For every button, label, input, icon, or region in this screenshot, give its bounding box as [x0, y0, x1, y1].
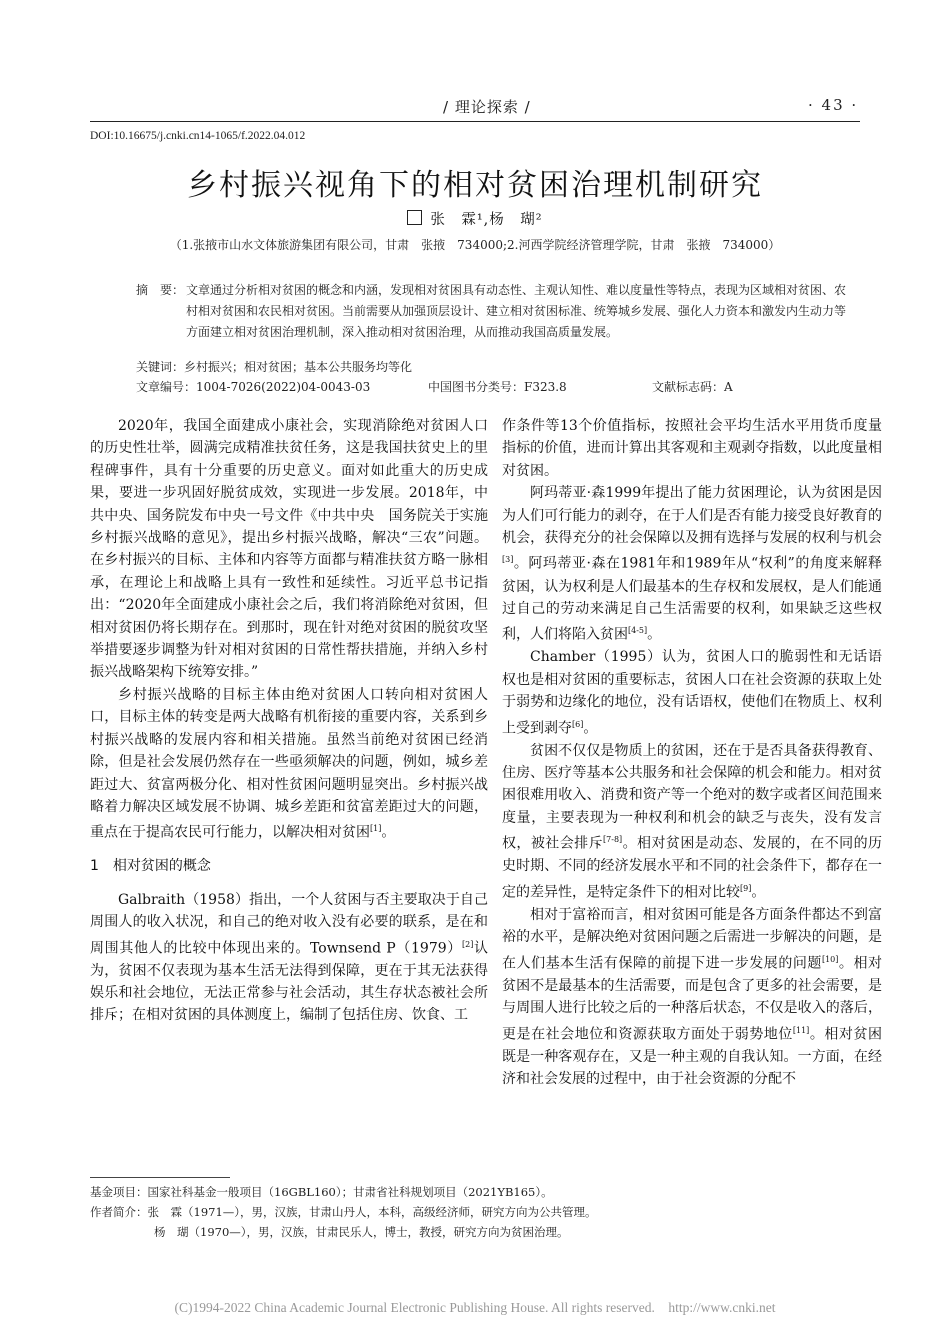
- citation[interactable]: [3]: [502, 555, 514, 565]
- paragraph: Galbraith（1958）指出，一个人贫困与否主要取决于自己周围人的收入状况，和自己的绝对收入没有必要的联系，是在和周围其他人的比较中体现出来的。Townsend P（1979）[2]认为，贫困不仅表现为基本生活无法得到保障，更在于其无法获得娱乐和社会地位，无法正常参与社会活动，其生存状态被社会所排斥；在相对贫困的具体测度上，编制了包括住房、饮食、工: [90, 891, 488, 1024]
- body-right-column: [502, 415, 882, 1090]
- citation[interactable]: [6]: [572, 719, 584, 729]
- checkbox-icon: [407, 210, 422, 225]
- footnote-rule: [90, 1177, 230, 1178]
- paragraph: 阿玛蒂亚·森1999年提出了能力贫困理论，认为贫困是因为人们可行能力的剥夺，在于人们是否有能力接受良好教育的机会，获得充分的社会保障以及拥有选择与发展的权利与机会[3]。阿玛蒂亚·森在1981年和1989年从“权利”的角度来解释贫困，认为权利是人们最基本的生存权和发展权，是人们能通过自己的劳动来满足自己生活需要的权利，如果缺乏这些权利，人们将陷入贫困[4-5]。: [502, 485, 882, 643]
- abstract-label: 摘 要：: [136, 283, 185, 297]
- author-bio-1: 作者简介：张 霖（1971—），男，汉族，甘肃山丹人，本科，高级经济师，研究方向为公共管理。: [90, 1205, 597, 1219]
- citation[interactable]: [10]: [821, 954, 839, 964]
- doi[interactable]: DOI:10.16675/j.cnki.cn14-1065/f.2022.04.012: [90, 130, 306, 142]
- body-left-column: [90, 415, 488, 1027]
- affiliations: （1.张掖市山水文体旅游集团有限公司，甘肃 张掖 734000;2.河西学院经济管理学院，甘肃 张掖 734000）: [169, 238, 781, 252]
- header-rule: [90, 121, 860, 122]
- authors: 张 霖¹,杨 瑚²: [430, 212, 543, 228]
- page-number: · 43 ·: [808, 96, 859, 114]
- abstract-text: 文章通过分析相对贫困的概念和内涵，发现相对贫困具有动态性、主观认知性、难以度量性等特点，表现为区域相对贫困、农村相对贫困和农民相对贫困。当前需要从加强顶层设计、建立相对贫困标准、统筹城乡发展、强化人力资本和激发内生动力等方面建立相对贫困治理机制，深入推动相对贫困治理，从而推动我国高质量发展。: [186, 283, 847, 339]
- section-label: / 理论探索 /: [443, 98, 531, 116]
- author-bio-2: 杨 瑚（1970—），男，汉族，甘肃民乐人，博士，教授，研究方向为贫困治理。: [154, 1225, 569, 1239]
- copyright-notice: (C)1994-2022 China Academic Journal Electronic Publishing House. All rights reserved. http://www.cnki.net: [174, 1300, 776, 1315]
- author-line: [0, 208, 950, 229]
- paragraph: 乡村振兴战略的目标主体由绝对贫困人口转向相对贫困人口，目标主体的转变是两大战略有机衔接的重要内容，关系到乡村振兴战略的发展内容和相关措施。虽然当前绝对贫困已经消除，但是社会发展仍然存在一些亟须解决的问题，例如，城乡差距过大、贫富两极分化、相对性贫困问题明显突出。乡村振兴战略着力解决区域发展不协调、城乡差距和贫富差距过大的问题，重点在于提高农民可行能力，以解决相对贫困[1]。: [90, 686, 488, 841]
- paragraph: 2020年，我国全面建成小康社会，实现消除绝对贫困人口的历史性壮举，圆满完成精准扶贫任务，这是我国扶贫史上的里程碑事件，具有十分重要的历史意义。面对如此重大的历史成果，要进一步巩固好脱贫成效，实现进一步发展。2018年，中共中央、国务院发布中央一号文件《中共中央 国务院关于实施乡村振兴战略的意见》，提出乡村振兴战略，解决“三农”问题。在乡村振兴的目标、主体和内容等方面都与精准扶贫方略一脉相承，在理论上和战略上具有一致性和延续性。习近平总书记指出：“2020年全面建成小康社会之后，我们将消除绝对贫困，但相对贫困仍将长期存在。到那时，现在针对绝对贫困的脱贫攻坚举措要逐步调整为针对相对贫困的日常性帮扶措施，并纳入乡村振兴战略架构下统筹安排。”: [90, 418, 488, 681]
- article-title: 乡村振兴视角下的相对贫困治理机制研究: [187, 168, 763, 203]
- article-number: 文章编号：1004-7026(2022)04-0043-03: [136, 380, 371, 394]
- funding-note: 基金项目：国家社科基金一般项目（16GBL160）；甘肃省社科规划项目（2021YB165）。: [90, 1185, 553, 1199]
- section-heading: 1 相对贫困的概念: [90, 858, 211, 875]
- document-code: 文献标志码：A: [652, 380, 733, 394]
- paragraph: 相对于富裕而言，相对贫困可能是各方面条件都达不到富裕的水平，是解决绝对贫困问题之后需进一步解决的问题，是在人们基本生活有保障的前提下进一步发展的问题[10]。相对贫困不是最基本的生活需要，而是包含了更多的社会需要，是与周围人进行比较之后的一种落后状态，不仅是收入的落后，更是在社会地位和资源获取方面处于弱势地位[11]。相对贫困既是一种客观存在，又是一种主观的自我认知。一方面，在经济和社会发展的过程中，由于社会资源的分配不: [502, 906, 883, 1087]
- paragraph: Chamber（1995）认为，贫困人口的脆弱性和无话语权也是相对贫困的重要标志，贫困人口在社会资源的获取上处于弱势和边缘化的地位，没有话语权，使他们在物质上、权利上受到剥夺[6]。: [502, 649, 882, 737]
- citation[interactable]: [11]: [792, 1025, 810, 1035]
- paragraph: 作条件等13个价值指标，按照社会平均生活水平用货币度量指标的价值，进而计算出其客观和主观剥夺指数，以此度量相对贫困。: [502, 418, 882, 479]
- citation[interactable]: [1]: [370, 824, 382, 834]
- paragraph: 贫困不仅仅是物质上的贫困，还在于是否具备获得教育、住房、医疗等基本公共服务和社会保障的机会和能力。相对贫困很难用收入、消费和资产等一个绝对的数字或者区间范围来度量，主要表现为一种权利和机会的缺乏与丧失，没有发言权，被社会排斥[7-8]。相对贫困是动态、发展的，在不同的历史时期、不同的经济发展水平和不同的社会条件下，都存在一定的差异性，是特定条件下的相对比较[9]。: [502, 742, 883, 901]
- citation[interactable]: [9]: [740, 883, 752, 893]
- clc-number: 中国图书分类号：F323.8: [428, 380, 567, 394]
- citation[interactable]: [4-5]: [628, 626, 648, 636]
- keywords: 关键词：乡村振兴；相对贫困；基本公共服务均等化: [136, 360, 413, 374]
- citation[interactable]: [7-8]: [603, 835, 623, 845]
- citation[interactable]: [2]: [461, 939, 474, 949]
